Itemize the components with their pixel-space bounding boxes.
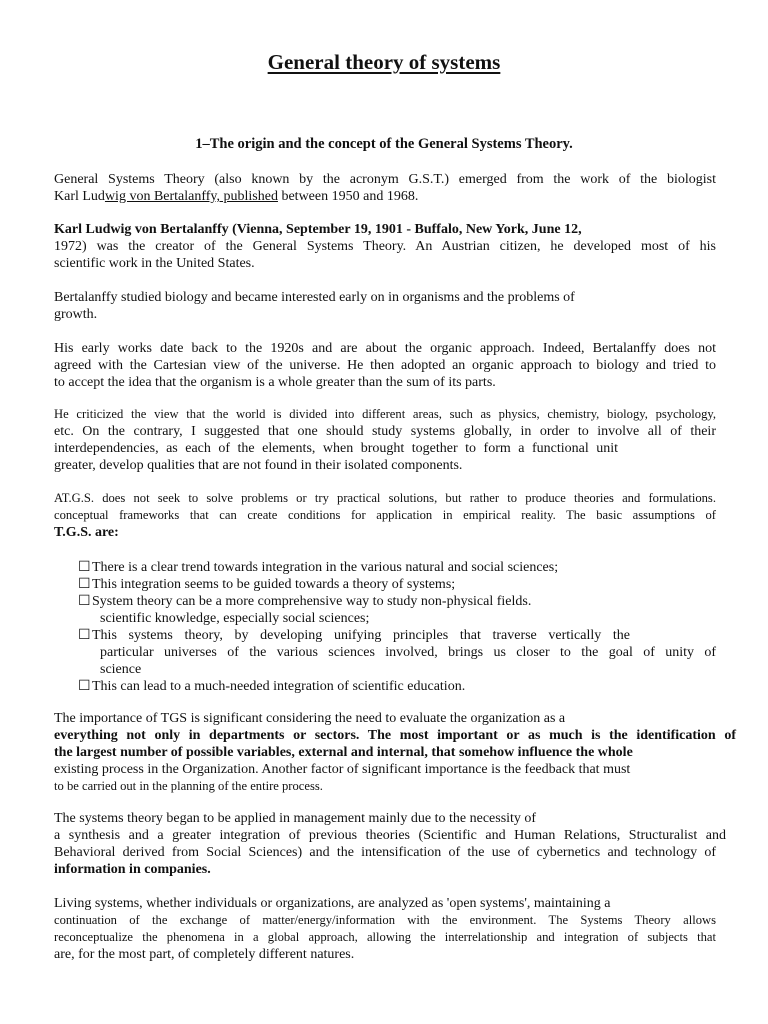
p4-line-2: agreed with the Cartesian view of the universe. He then adopted an organic approach to biology and tried to xyxy=(54,358,716,373)
p3-line-1: Bertalanffy studied biology and became interested early on in organisms and the problems of xyxy=(54,290,575,305)
p9-line-1: Living systems, whether individuals or organizations, are analyzed as 'open systems', maintaining a xyxy=(54,896,611,911)
p9-line-4: are, for the most part, of completely different natures. xyxy=(54,947,355,962)
p9-line-2: continuation of the exchange of matter/energy/information with the environment. The Systems Theory allows xyxy=(54,913,716,927)
p8-line-2: a synthesis and a greater integration of previous theories (Scientific and Human Relations, Structuralist and xyxy=(54,828,726,843)
p7-line-5: to be carried out in the planning of the entire process. xyxy=(54,779,323,793)
p6-line-1: AT.G.S. does not seek to solve problems or try practical solutions, but rather to produce theories and formulations. xyxy=(54,491,716,505)
p6-line-2: conceptual frameworks that can create conditions for application in empirical reality. The basic assumptions of xyxy=(54,508,716,522)
p7-line-1: The importance of TGS is significant considering the need to evaluate the organization as a xyxy=(54,711,566,726)
paragraph-4 xyxy=(54,340,716,391)
list-item-text: System theory can be a more comprehensive way to study non-physical fields. xyxy=(92,594,532,609)
list-item-continuation: particular universes of the various sciences involved, brings us closer to the goal of unity of xyxy=(100,645,716,660)
paragraph-1 xyxy=(54,171,716,205)
checkbox-icon: ☐ xyxy=(78,679,91,694)
p1-line-2 xyxy=(54,188,716,205)
list-item-text: This can lead to a much-needed integration of scientific education. xyxy=(92,679,466,694)
p1-line-1: General Systems Theory (also known by the acronym G.S.T.) emerged from the work of the biologist xyxy=(54,172,716,187)
p7-line-2 xyxy=(54,727,736,744)
p7-line-2-a: everything not only in departments or sectors. xyxy=(54,728,360,743)
p4-line-1: His early works date back to the 1920s and are about the organic approach. Indeed, Bertalanffy does not xyxy=(54,341,716,356)
list-item xyxy=(78,559,716,576)
p2-line-3: scientific work in the United States. xyxy=(54,256,255,271)
p7-line-4: existing process in the Organization. Another factor of significant importance is the feedback that must xyxy=(54,762,631,777)
page-title-text: General theory of systems xyxy=(267,50,501,74)
p1-line-2-a: Karl Lud xyxy=(54,189,105,204)
list-item xyxy=(78,593,716,610)
p5-line-2: etc. On the contrary, I suggested that one should study systems globally, in order to involve all of their xyxy=(54,424,716,439)
p7-line-3: the largest number of possible variables, external and internal, that somehow influence the whole xyxy=(54,745,633,760)
p8-line-1: The systems theory began to be applied in management mainly due to the necessity of xyxy=(54,811,537,826)
section-heading: 1–The origin and the concept of the General Systems Theory. xyxy=(195,136,573,152)
assumptions-list xyxy=(78,559,716,695)
p5-line-1: He criticized the view that the world is divided into different areas, such as physics, chemistry, biology, psychology, xyxy=(54,407,716,421)
p2-line-2: 1972) was the creator of the General Systems Theory. An Austrian citizen, he developed most of his xyxy=(54,239,716,254)
paragraph-5 xyxy=(54,406,716,474)
checkbox-icon: ☐ xyxy=(78,560,91,575)
p2-line-1: Karl Ludwig von Bertalanffy (Vienna, September 19, 1901 - Buffalo, New York, June 12, xyxy=(54,222,582,237)
paragraph-7 xyxy=(54,710,736,795)
p1-line-2-c: between 1950 and 1968. xyxy=(277,189,419,204)
p4-line-3: to accept the idea that the organism is a whole greater than the sum of its parts. xyxy=(54,375,496,390)
p9-line-3: reconceptualize the phenomena in a global approach, allowing the interrelationship and integration of subjects that xyxy=(54,930,716,944)
p1-line-2-underlined: wig von Bertalanffy, published xyxy=(104,189,278,204)
p8-line-3: Behavioral derived from Social Sciences) and the intensification of the use of cybernetics and technology of xyxy=(54,845,716,860)
p5-line-3: interdependencies, as each of the elements, when brought together to form a functional unit xyxy=(54,441,618,456)
p5-line-4: greater, develop qualities that are not found in their isolated components. xyxy=(54,458,463,473)
paragraph-9 xyxy=(54,895,716,963)
p3-line-2: growth. xyxy=(54,307,98,322)
p7-line-2-b: The most important or as much is the identification of xyxy=(359,728,736,743)
list-item xyxy=(78,627,716,644)
list-item-text: This systems theory, by developing unifying principles that traverse vertically the xyxy=(92,628,630,643)
p8-line-4: information in companies. xyxy=(54,862,211,877)
paragraph-6 xyxy=(54,490,716,541)
checkbox-icon: ☐ xyxy=(78,577,91,592)
p6-line-3: T.G.S. are: xyxy=(54,525,119,540)
checkbox-icon: ☐ xyxy=(78,628,91,643)
paragraph-2 xyxy=(54,221,716,272)
paragraph-3 xyxy=(54,289,716,323)
list-item-continuation: science xyxy=(100,662,142,677)
list-item-text: This integration seems to be guided towards a theory of systems; xyxy=(92,577,456,592)
paragraph-8 xyxy=(54,810,726,878)
list-item xyxy=(78,678,716,695)
list-item-text: There is a clear trend towards integration in the various natural and social sciences; xyxy=(92,560,559,575)
page-title xyxy=(0,50,768,75)
list-item-continuation: scientific knowledge, especially social sciences; xyxy=(100,611,370,626)
checkbox-icon: ☐ xyxy=(78,594,91,609)
list-item xyxy=(78,576,716,593)
